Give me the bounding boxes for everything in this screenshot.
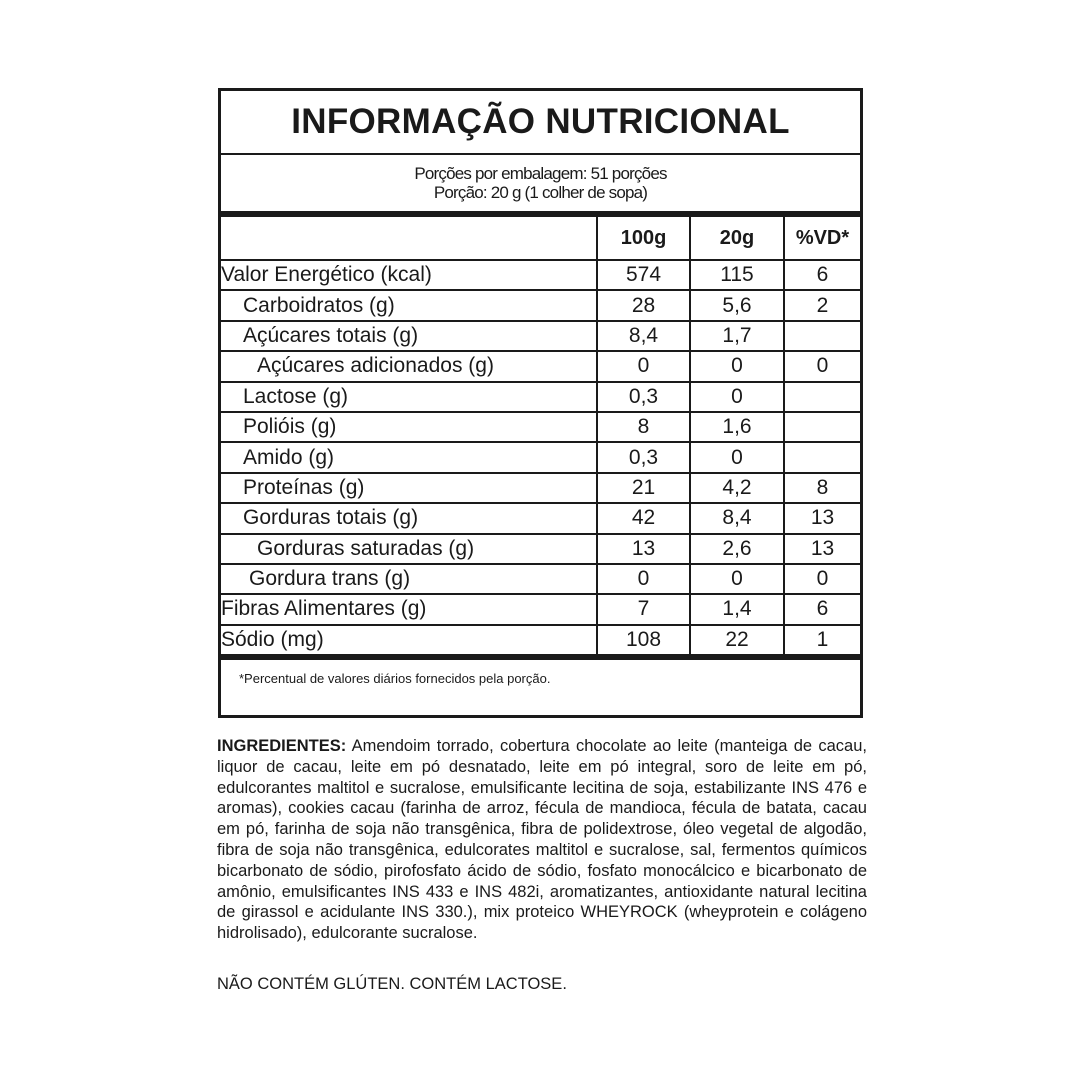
value-vd: 13 bbox=[784, 503, 860, 533]
ingredients-text: Amendoim torrado, cobertura chocolate ao leite (manteiga de cacau, liquor de cacau, leite em pó desnatado, leite em pó integral, soro de leite em pó, edulcorantes maltitol e sucralose, emulsificante lecitina de soja, estabilizante INS 476 e aromas), cookies cacau (farinha de arroz, fécula de mandioca, fécula de batata, cacau em pó, farinha de soja não transgênica, fibra de polidextrose, óleo vegetal de algodão, fibra de soja não transgênica, edulcorates maltitol e sucralose, sal, fermentos químicos bicarbonato de sódio, pirofosfato ácido de sódio, fosfato monocálcico e bicarbonato de amônio, emulsificantes INS 433 e INS 482i, aromatizantes, antioxidante natural lecitina de girassol e acidulante INS 330.), mix proteico WHEYROCK (wheyprotein e colágeno hidrolisado), edulcorante sucralose. bbox=[217, 737, 867, 943]
table-row bbox=[221, 442, 860, 472]
table-row bbox=[221, 351, 860, 381]
table-row bbox=[221, 594, 860, 624]
nutrition-label bbox=[218, 88, 863, 718]
header-nutrient bbox=[221, 217, 597, 260]
value-vd bbox=[784, 412, 860, 442]
nutrient-name: Valor Energético (kcal) bbox=[221, 260, 597, 290]
nutrient-name: Amido (g) bbox=[221, 442, 597, 472]
footnote-text: *Percentual de valores diários fornecidos pela porção. bbox=[239, 670, 551, 686]
value-vd: 0 bbox=[784, 564, 860, 594]
value-vd: 2 bbox=[784, 290, 860, 320]
header-20g: 20g bbox=[690, 217, 784, 260]
label-title: INFORMAÇÃO NUTRICIONAL bbox=[221, 91, 860, 155]
value-20g: 1,4 bbox=[690, 594, 784, 624]
table-header-row bbox=[221, 217, 860, 260]
value-20g: 2,6 bbox=[690, 534, 784, 564]
value-20g: 0 bbox=[690, 382, 784, 412]
table-row bbox=[221, 625, 860, 654]
nutrient-name: Carboidratos (g) bbox=[221, 290, 597, 320]
value-100g: 8 bbox=[597, 412, 690, 442]
allergen-statement: NÃO CONTÉM GLÚTEN. CONTÉM LACTOSE. bbox=[217, 975, 567, 993]
value-vd: 0 bbox=[784, 351, 860, 381]
table-row bbox=[221, 290, 860, 320]
value-vd: 1 bbox=[784, 625, 860, 654]
value-100g: 28 bbox=[597, 290, 690, 320]
header-100g: 100g bbox=[597, 217, 690, 260]
value-20g: 1,6 bbox=[690, 412, 784, 442]
nutrient-name: Proteínas (g) bbox=[221, 473, 597, 503]
value-100g: 8,4 bbox=[597, 321, 690, 351]
value-vd bbox=[784, 382, 860, 412]
nutrient-name: Gordura trans (g) bbox=[221, 564, 597, 594]
table-row bbox=[221, 382, 860, 412]
value-100g: 0 bbox=[597, 564, 690, 594]
table-row bbox=[221, 412, 860, 442]
nutrient-name: Açúcares adicionados (g) bbox=[221, 351, 597, 381]
serving-info bbox=[221, 155, 860, 217]
value-100g: 13 bbox=[597, 534, 690, 564]
table-row bbox=[221, 321, 860, 351]
nutrient-name: Fibras Alimentares (g) bbox=[221, 594, 597, 624]
value-100g: 0,3 bbox=[597, 442, 690, 472]
table-row bbox=[221, 473, 860, 503]
table-row bbox=[221, 534, 860, 564]
nutrient-name: Gorduras saturadas (g) bbox=[221, 534, 597, 564]
value-vd: 8 bbox=[784, 473, 860, 503]
value-vd bbox=[784, 442, 860, 472]
nutrient-name: Polióis (g) bbox=[221, 412, 597, 442]
ingredients-paragraph bbox=[217, 736, 867, 944]
value-100g: 0 bbox=[597, 351, 690, 381]
value-20g: 8,4 bbox=[690, 503, 784, 533]
value-20g: 0 bbox=[690, 351, 784, 381]
value-vd bbox=[784, 321, 860, 351]
ingredients-label: INGREDIENTES: bbox=[217, 737, 347, 755]
value-vd: 13 bbox=[784, 534, 860, 564]
value-20g: 4,2 bbox=[690, 473, 784, 503]
value-100g: 108 bbox=[597, 625, 690, 654]
table-row bbox=[221, 260, 860, 290]
value-20g: 22 bbox=[690, 625, 784, 654]
table-row bbox=[221, 503, 860, 533]
nutrient-name: Lactose (g) bbox=[221, 382, 597, 412]
value-20g: 1,7 bbox=[690, 321, 784, 351]
serving-size: Porção: 20 g (1 colher de sopa) bbox=[433, 183, 648, 202]
value-20g: 0 bbox=[690, 564, 784, 594]
value-vd: 6 bbox=[784, 260, 860, 290]
nutrient-name: Sódio (mg) bbox=[221, 625, 597, 654]
servings-per-package: Porções por embalagem: 51 porções bbox=[414, 164, 667, 183]
header-vd: %VD* bbox=[784, 217, 860, 260]
nutrient-name: Gorduras totais (g) bbox=[221, 503, 597, 533]
value-100g: 21 bbox=[597, 473, 690, 503]
value-100g: 42 bbox=[597, 503, 690, 533]
value-100g: 574 bbox=[597, 260, 690, 290]
value-20g: 0 bbox=[690, 442, 784, 472]
nutrient-name: Açúcares totais (g) bbox=[221, 321, 597, 351]
value-20g: 5,6 bbox=[690, 290, 784, 320]
value-100g: 0,3 bbox=[597, 382, 690, 412]
footnote bbox=[221, 654, 860, 696]
table-row bbox=[221, 564, 860, 594]
value-20g: 115 bbox=[690, 260, 784, 290]
value-100g: 7 bbox=[597, 594, 690, 624]
nutrition-table bbox=[221, 217, 860, 654]
value-vd: 6 bbox=[784, 594, 860, 624]
